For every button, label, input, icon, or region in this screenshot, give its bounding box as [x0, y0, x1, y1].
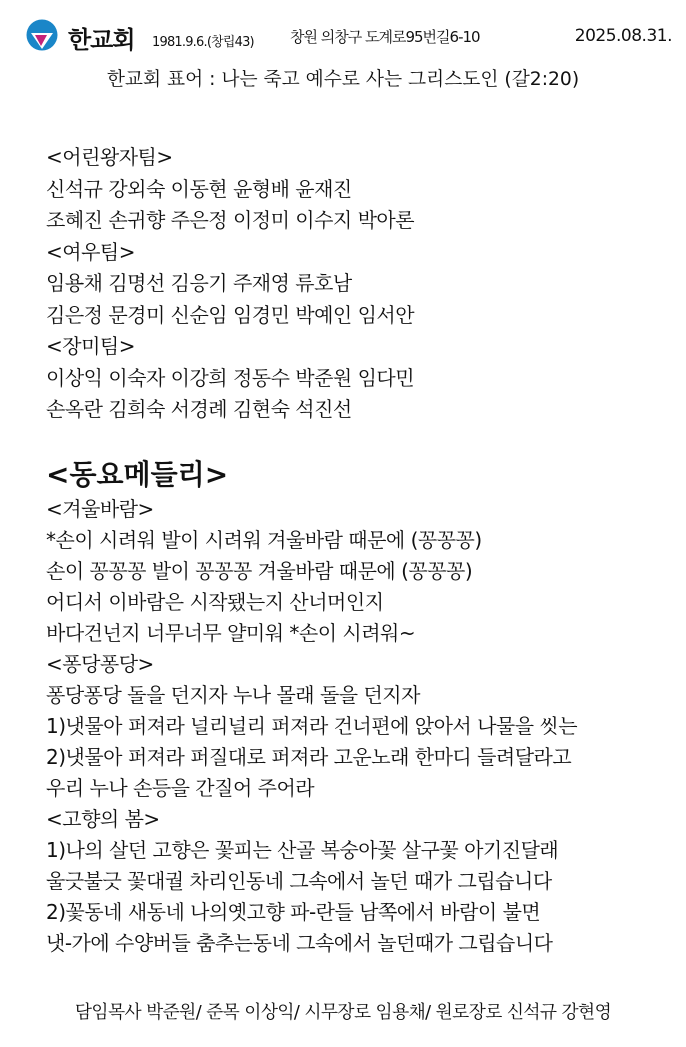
song-section: [46, 494, 676, 649]
lyric-line: 손이 꽁꽁꽁 발이 꽁꽁꽁 겨울바람 때문에 (꽁꽁꽁): [46, 558, 473, 583]
church-motto: 한교회 표어 : 나는 죽고 예수로 사는 그리스도인 (갈2:20): [106, 68, 580, 90]
song-section: [46, 649, 676, 804]
lyric-line: 퐁당퐁당 돌을 던지자 누나 몰래 돌을 던지자: [46, 682, 420, 707]
team-heading: <여우팀>: [46, 239, 135, 264]
lyric-line: 1)냇물아 퍼져라 널리널리 퍼져라 건너편에 앉아서 나물을 씻는: [46, 713, 578, 738]
church-name: 한교회: [68, 26, 135, 54]
lyric-line: 바다건넌지 너무너무 얄미워 *손이 시려워~: [46, 620, 416, 645]
bulletin-content: [46, 142, 676, 959]
lyric-line: 어디서 이바람은 시작됐는지 산너머인지: [46, 589, 384, 614]
team-section: [46, 142, 676, 237]
song-heading: <퐁당퐁당>: [46, 651, 154, 676]
lyric-line: 우리 누나 손등을 간질어 주어라: [46, 775, 315, 800]
team-member-line: 김은정 문경미 신순임 임경민 박예인 임서안: [46, 302, 415, 327]
team-heading: <장미팀>: [46, 334, 135, 358]
pastoral-staff-footer: 담임목사 박준원/ 준목 이상익/ 시무장로 임용채/ 원로장로 신석규 강현영: [74, 1002, 612, 1023]
team-member-line: 조혜진 손귀향 주은정 이정미 이수지 박아론: [46, 208, 415, 232]
lyric-line: 2)냇물아 퍼져라 퍼질대로 퍼져라 고운노래 한마디 들려달라고: [46, 744, 572, 769]
lyric-line: 울긋불긋 꽃대궐 차리인동네 그속에서 놀던 때가 그립습니다: [46, 868, 552, 893]
team-member-line: 임용채 김명선 김응기 주재영 류호남: [46, 271, 352, 295]
lyric-line: 2)꽃동네 새동네 나의옛고향 파-란들 남쪽에서 바람이 불면: [46, 899, 541, 924]
section-spacer: [46, 426, 676, 452]
lyric-line: *손이 시려워 발이 시려워 겨울바람 때문에 (꽁꽁꽁): [46, 527, 482, 552]
team-member-line: 신석규 강외숙 이동현 윤형배 윤재진: [46, 176, 352, 201]
song-heading: <겨울바람>: [46, 496, 154, 521]
song-heading: <고향의 봄>: [46, 806, 160, 831]
medley-title: <동요메들리>: [46, 457, 229, 491]
team-section: [46, 331, 676, 426]
church-address: 창원 의창구 도계로95번길6-10: [290, 28, 480, 46]
song-section: [46, 804, 676, 959]
team-section: [46, 237, 676, 332]
lyric-line: 냇-가에 수양버들 춤추는동네 그속에서 놀던때가 그립습니다: [46, 930, 553, 955]
team-heading: <어린왕자팀>: [46, 145, 173, 169]
bulletin-header: [22, 14, 672, 54]
lyric-line: 1)나의 살던 고향은 꽃피는 산골 복숭아꽃 살구꽃 아기진달래: [46, 837, 559, 862]
team-member-line: 손옥란 김희숙 서경례 김현숙 석진선: [46, 397, 352, 421]
bulletin-date: 2025.08.31.: [574, 26, 672, 46]
team-member-line: 이상익 이숙자 이강희 정동수 박준원 임다민: [46, 365, 415, 390]
founding-date: 1981.9.6.(창립43): [152, 35, 254, 50]
church-logo-icon: [26, 19, 58, 51]
